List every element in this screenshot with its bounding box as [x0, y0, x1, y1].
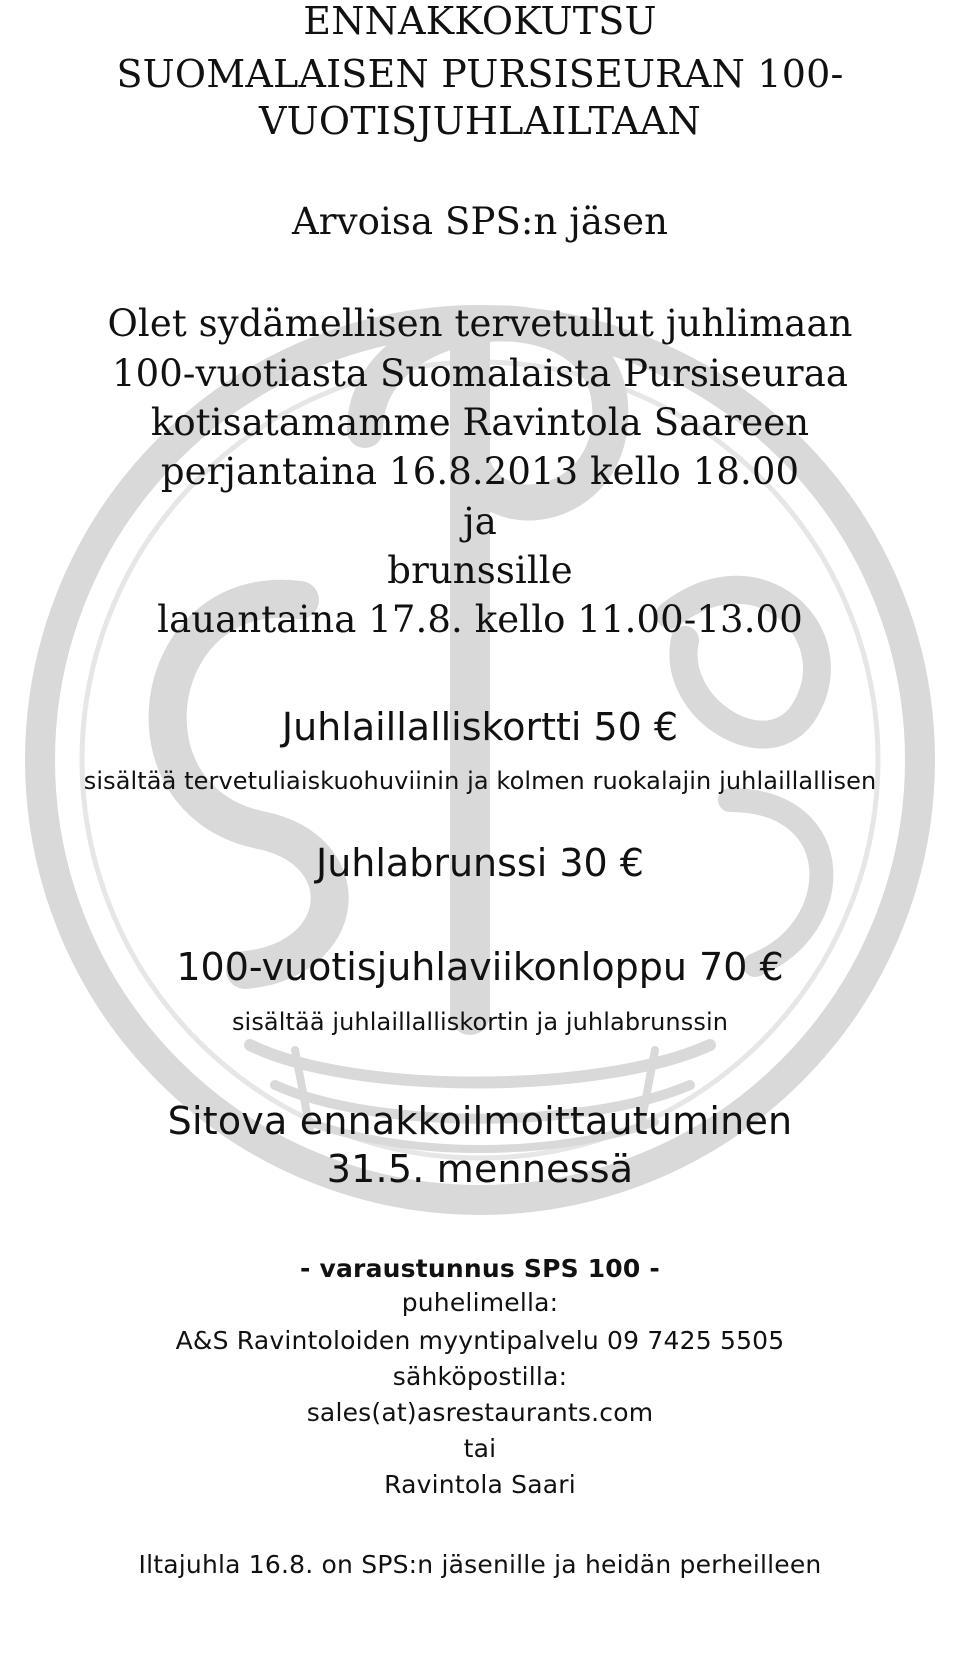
- or-text: tai: [463, 1434, 497, 1463]
- invitation-line-2: 100-vuotiasta Suomalaista Pursiseuraa: [111, 352, 849, 395]
- registration-line-1: Sitova ennakkoilmoittautuminen: [167, 1099, 793, 1143]
- venue-name: Ravintola Saari: [384, 1470, 576, 1499]
- invitation-line-5: ja: [463, 500, 497, 543]
- brunch-title: Juhlabrunssi 30 €: [316, 841, 644, 885]
- weekend-package-description: sisältää juhlaillalliskortin ja juhlabrunssin: [231, 1008, 729, 1036]
- email-label: sähköpostilla:: [392, 1362, 568, 1391]
- heading-line-1: ENNAKKOKUTSU: [303, 0, 657, 43]
- dinner-card-title: Juhlaillalliskortti 50 €: [281, 705, 679, 749]
- dinner-card-description: sisältää tervetuliaiskuohuviinin ja kolmen ruokalajin juhlaillallisen: [83, 767, 877, 795]
- invitation-line-4: perjantaina 16.8.2013 kello 18.00: [160, 450, 800, 493]
- heading-line-2: SUOMALAISEN PURSISEURAN 100-: [116, 52, 844, 96]
- email-address: sales(at)asrestaurants.com: [306, 1398, 654, 1427]
- invitation-line-6: brunssille: [387, 549, 573, 592]
- footer-note: Iltajuhla 16.8. on SPS:n jäsenille ja heidän perheilleen: [138, 1550, 822, 1579]
- invitation-line-3: kotisatamamme Ravintola Saareen: [150, 401, 810, 444]
- weekend-package-title: 100-vuotisjuhlaviikonloppu 70 €: [176, 945, 784, 989]
- invitation-line-1: Olet sydämellisen tervetullut juhlimaan: [107, 302, 853, 345]
- heading-line-3: VUOTISJUHLAILTAAN: [258, 99, 702, 143]
- booking-code: - varaustunnus SPS 100 -: [300, 1254, 660, 1283]
- registration-deadline: 31.5. mennessä: [326, 1147, 634, 1191]
- phone-label: puhelimella:: [401, 1288, 559, 1317]
- greeting: Arvoisa SPS:n jäsen: [291, 200, 669, 243]
- phone-line: A&S Ravintoloiden myyntipalvelu 09 7425 5505: [175, 1326, 785, 1355]
- invitation-line-7: lauantaina 17.8. kello 11.00-13.00: [157, 598, 803, 641]
